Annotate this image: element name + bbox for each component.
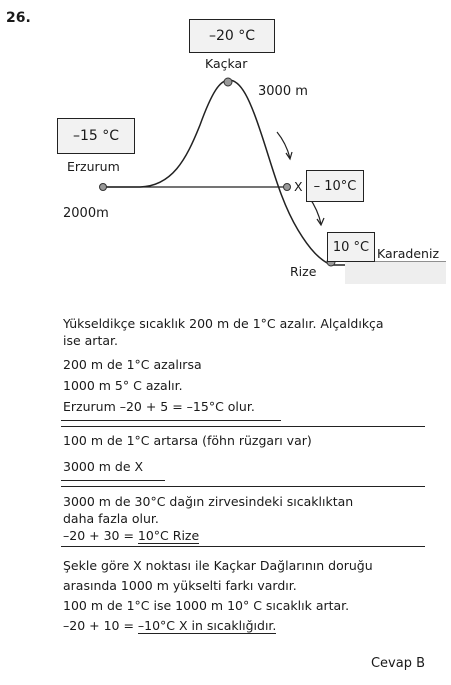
x-temp: – 10°C <box>313 178 357 194</box>
rize-name: Rize <box>290 264 317 279</box>
mountain-profile <box>100 80 446 266</box>
kackar-name: Kaçkar <box>205 56 248 71</box>
rize-temp-box <box>327 232 375 262</box>
solution-p4-line1: 3000 m de 30°C dağın zirvesindeki sıcaklıktan <box>63 494 354 509</box>
erzurum-temp: –15 °C <box>72 128 120 144</box>
erzurum-height: 2000m <box>63 206 109 221</box>
divider-2 <box>61 426 425 427</box>
x-label: X <box>294 179 303 194</box>
p4-calc: –20 + 30 = <box>63 528 138 543</box>
divider-3 <box>61 480 165 481</box>
kackar-temp: –20 °C <box>208 28 256 44</box>
x-point <box>284 184 291 191</box>
x-temp-box <box>306 170 364 202</box>
solution-p5-line1: Şekle göre X noktası ile Kaçkar Dağlarının doruğu <box>63 558 373 573</box>
solution-p1-line2: ise artar. <box>63 333 118 348</box>
divider-5 <box>61 546 425 547</box>
erzurum-point <box>100 184 107 191</box>
p4-result: 10°C Rize <box>137 528 200 543</box>
sea-fill <box>345 262 446 284</box>
kackar-temp-box <box>189 19 275 53</box>
solution-p2-line1: 200 m de 1°C azalırsa <box>63 357 202 372</box>
solution-p5-line4 <box>63 617 276 634</box>
solution-p4-line2: daha fazla olur. <box>63 511 159 526</box>
solution-p2-line2: 1000 m 5° C azalır. <box>63 378 183 393</box>
solution-p5-line3: 100 m de 1°C ise 1000 m 10° C sıcaklık artar. <box>63 598 350 613</box>
solution-p4-line3 <box>63 527 199 544</box>
p5-result: –10°C X in sıcaklığıdır. <box>137 618 277 633</box>
solution-p5-line2: arasında 1000 m yükselti farkı vardır. <box>63 578 297 593</box>
divider-1 <box>61 420 281 421</box>
solution-p1-line1: Yükseldikçe sıcaklık 200 m de 1°C azalır. Alçaldıkça <box>63 316 384 331</box>
solution-p2-line3: Erzurum –20 + 5 = –15°C olur. <box>63 399 255 414</box>
rize-temp: 10 °C <box>332 239 370 255</box>
kackar-height: 3000 m <box>258 84 308 99</box>
divider-4 <box>61 486 425 487</box>
p5-calc: –20 + 10 = <box>63 618 138 633</box>
kackar-point <box>224 78 232 86</box>
question-number: 26. <box>6 10 31 26</box>
descent-arrow-1 <box>277 132 290 158</box>
erzurum-name: Erzurum <box>67 159 120 174</box>
solution-p3-line2: 3000 m de X <box>63 459 144 474</box>
sea-name: Karadeniz <box>377 246 440 261</box>
solution-p3-line1: 100 m de 1°C artarsa (föhn rüzgarı var) <box>63 433 312 448</box>
erzurum-temp-box <box>57 118 135 154</box>
answer-label: Cevap B <box>370 656 425 671</box>
